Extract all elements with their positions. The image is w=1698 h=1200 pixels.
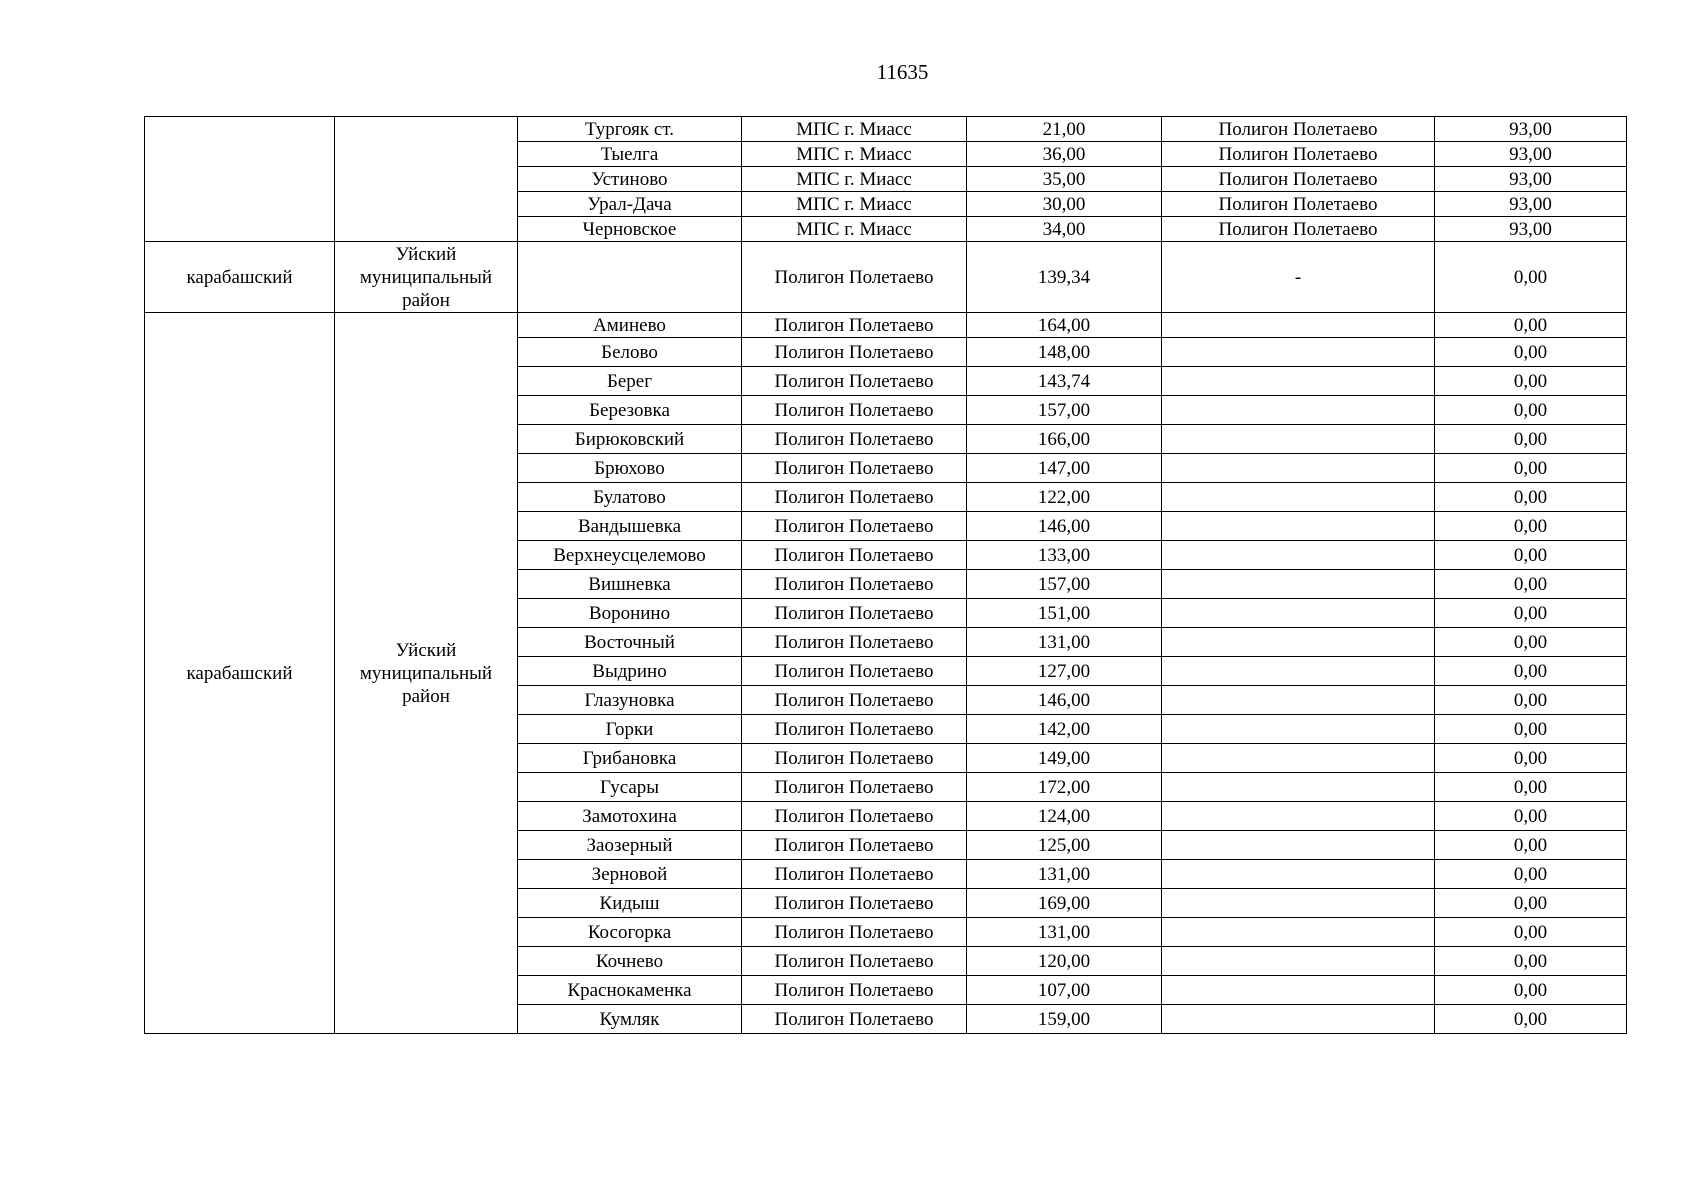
source-cell: Полигон Полетаево	[742, 657, 967, 686]
source-cell: МПС г. Миасс	[742, 142, 967, 167]
distance-cell: 35,00	[967, 167, 1162, 192]
table-body	[145, 117, 1627, 1034]
destination-cell	[1162, 686, 1435, 715]
settlement-cell: Урал-Дача	[518, 192, 742, 217]
tariff-cell: 0,00	[1435, 367, 1627, 396]
tariff-cell: 0,00	[1435, 802, 1627, 831]
destination-cell	[1162, 367, 1435, 396]
destination-cell	[1162, 599, 1435, 628]
zone-cell: карабашский	[145, 313, 335, 1034]
settlement-cell: Выдрино	[518, 657, 742, 686]
settlement-cell: Верхнеусцелемово	[518, 541, 742, 570]
tariff-cell: 0,00	[1435, 860, 1627, 889]
settlement-cell: Зерновой	[518, 860, 742, 889]
destination-cell	[1162, 657, 1435, 686]
tariff-cell: 0,00	[1435, 686, 1627, 715]
source-cell: Полигон Полетаево	[742, 715, 967, 744]
tariff-cell: 0,00	[1435, 628, 1627, 657]
tariff-cell: 0,00	[1435, 425, 1627, 454]
settlement-cell: Березовка	[518, 396, 742, 425]
settlement-cell: Кидыш	[518, 889, 742, 918]
source-cell: Полигон Полетаево	[742, 918, 967, 947]
destination-cell	[1162, 570, 1435, 599]
source-cell: Полигон Полетаево	[742, 483, 967, 512]
destination-cell: Полигон Полетаево	[1162, 167, 1435, 192]
settlement-cell: Косогорка	[518, 918, 742, 947]
source-cell: Полигон Полетаево	[742, 570, 967, 599]
distance-cell: 21,00	[967, 117, 1162, 142]
tariff-cell: 0,00	[1435, 657, 1627, 686]
source-cell: Полигон Полетаево	[742, 628, 967, 657]
source-cell: Полигон Полетаево	[742, 889, 967, 918]
tariff-cell: 93,00	[1435, 117, 1627, 142]
distance-cell: 127,00	[967, 657, 1162, 686]
tariff-cell: 0,00	[1435, 570, 1627, 599]
settlement-cell	[518, 242, 742, 313]
tariff-cell: 0,00	[1435, 1005, 1627, 1034]
source-cell: Полигон Полетаево	[742, 686, 967, 715]
source-cell: Полигон Полетаево	[742, 425, 967, 454]
distance-cell: 122,00	[967, 483, 1162, 512]
source-cell: Полигон Полетаево	[742, 454, 967, 483]
destination-cell: Полигон Полетаево	[1162, 217, 1435, 242]
settlement-cell: Гусары	[518, 773, 742, 802]
source-cell: Полигон Полетаево	[742, 338, 967, 367]
destination-cell: Полигон Полетаево	[1162, 192, 1435, 217]
district-cell-empty	[335, 117, 518, 242]
source-cell: Полигон Полетаево	[742, 367, 967, 396]
source-cell: Полигон Полетаево	[742, 773, 967, 802]
tariff-cell: 0,00	[1435, 918, 1627, 947]
tariff-cell: 0,00	[1435, 541, 1627, 570]
distance-cell: 148,00	[967, 338, 1162, 367]
settlement-cell: Заозерный	[518, 831, 742, 860]
tariff-cell: 0,00	[1435, 454, 1627, 483]
destination-cell	[1162, 715, 1435, 744]
tariff-cell: 0,00	[1435, 831, 1627, 860]
district-cell: Уйский муниципальный район	[335, 242, 518, 313]
tariff-table	[144, 116, 1627, 1034]
tariff-cell: 0,00	[1435, 744, 1627, 773]
zone-cell-empty	[145, 117, 335, 242]
distance-cell: 133,00	[967, 541, 1162, 570]
source-cell: МПС г. Миасс	[742, 217, 967, 242]
tariff-cell: 93,00	[1435, 192, 1627, 217]
tariff-cell: 0,00	[1435, 313, 1627, 338]
settlement-cell: Черновское	[518, 217, 742, 242]
destination-cell	[1162, 889, 1435, 918]
settlement-cell: Восточный	[518, 628, 742, 657]
destination-cell	[1162, 976, 1435, 1005]
source-cell: Полигон Полетаево	[742, 1005, 967, 1034]
destination-cell	[1162, 313, 1435, 338]
destination-cell	[1162, 396, 1435, 425]
settlement-cell: Глазуновка	[518, 686, 742, 715]
distance-cell: 36,00	[967, 142, 1162, 167]
distance-cell: 159,00	[967, 1005, 1162, 1034]
settlement-cell: Кочнево	[518, 947, 742, 976]
tariff-cell: 0,00	[1435, 715, 1627, 744]
distance-cell: 166,00	[967, 425, 1162, 454]
destination-cell	[1162, 773, 1435, 802]
tariff-cell: 93,00	[1435, 217, 1627, 242]
source-cell: Полигон Полетаево	[742, 242, 967, 313]
source-cell: Полигон Полетаево	[742, 599, 967, 628]
tariff-cell: 93,00	[1435, 167, 1627, 192]
destination-cell	[1162, 454, 1435, 483]
distance-cell: 146,00	[967, 686, 1162, 715]
tariff-cell: 0,00	[1435, 338, 1627, 367]
distance-cell: 169,00	[967, 889, 1162, 918]
distance-cell: 125,00	[967, 831, 1162, 860]
source-cell: МПС г. Миасс	[742, 167, 967, 192]
destination-cell	[1162, 947, 1435, 976]
distance-cell: 146,00	[967, 512, 1162, 541]
settlement-cell: Краснокаменка	[518, 976, 742, 1005]
source-cell: Полигон Полетаево	[742, 396, 967, 425]
settlement-cell: Белово	[518, 338, 742, 367]
distance-cell: 157,00	[967, 570, 1162, 599]
destination-cell	[1162, 802, 1435, 831]
settlement-cell: Грибановка	[518, 744, 742, 773]
destination-cell	[1162, 744, 1435, 773]
distance-cell: 164,00	[967, 313, 1162, 338]
distance-cell: 30,00	[967, 192, 1162, 217]
settlement-cell: Вандышевка	[518, 512, 742, 541]
distance-cell: 139,34	[967, 242, 1162, 313]
table-row-summary	[145, 242, 1627, 313]
distance-cell: 147,00	[967, 454, 1162, 483]
source-cell: МПС г. Миасс	[742, 192, 967, 217]
source-cell: Полигон Полетаево	[742, 541, 967, 570]
source-cell: Полигон Полетаево	[742, 512, 967, 541]
source-cell: Полигон Полетаево	[742, 313, 967, 338]
source-cell: Полигон Полетаево	[742, 860, 967, 889]
destination-cell	[1162, 1005, 1435, 1034]
distance-cell: 120,00	[967, 947, 1162, 976]
settlement-cell: Кумляк	[518, 1005, 742, 1034]
settlement-cell: Замотохина	[518, 802, 742, 831]
destination-cell	[1162, 512, 1435, 541]
tariff-cell: 0,00	[1435, 242, 1627, 313]
distance-cell: 107,00	[967, 976, 1162, 1005]
destination-cell	[1162, 860, 1435, 889]
source-cell: Полигон Полетаево	[742, 802, 967, 831]
distance-cell: 131,00	[967, 628, 1162, 657]
tariff-cell: 0,00	[1435, 512, 1627, 541]
distance-cell: 143,74	[967, 367, 1162, 396]
tariff-cell: 0,00	[1435, 773, 1627, 802]
source-cell: Полигон Полетаево	[742, 976, 967, 1005]
settlement-cell: Вишневка	[518, 570, 742, 599]
settlement-cell: Тургояк ст.	[518, 117, 742, 142]
distance-cell: 149,00	[967, 744, 1162, 773]
source-cell: Полигон Полетаево	[742, 947, 967, 976]
table-row	[145, 313, 1627, 338]
settlement-cell: Тыелга	[518, 142, 742, 167]
distance-cell: 157,00	[967, 396, 1162, 425]
distance-cell: 172,00	[967, 773, 1162, 802]
tariff-cell: 0,00	[1435, 889, 1627, 918]
page-number: 11635	[876, 60, 929, 84]
source-cell: Полигон Полетаево	[742, 744, 967, 773]
zone-cell: карабашский	[145, 242, 335, 313]
settlement-cell: Булатово	[518, 483, 742, 512]
source-cell: МПС г. Миасс	[742, 117, 967, 142]
distance-cell: 151,00	[967, 599, 1162, 628]
distance-cell: 131,00	[967, 860, 1162, 889]
destination-cell: -	[1162, 242, 1435, 313]
tariff-cell: 0,00	[1435, 599, 1627, 628]
settlement-cell: Берег	[518, 367, 742, 396]
destination-cell	[1162, 338, 1435, 367]
destination-cell: Полигон Полетаево	[1162, 117, 1435, 142]
tariff-cell: 0,00	[1435, 947, 1627, 976]
tariff-cell: 93,00	[1435, 142, 1627, 167]
settlement-cell: Воронино	[518, 599, 742, 628]
destination-cell	[1162, 831, 1435, 860]
destination-cell	[1162, 483, 1435, 512]
district-cell: Уйский муниципальный район	[335, 313, 518, 1034]
settlement-cell: Устиново	[518, 167, 742, 192]
settlement-cell: Горки	[518, 715, 742, 744]
destination-cell	[1162, 541, 1435, 570]
source-cell: Полигон Полетаево	[742, 831, 967, 860]
distance-cell: 124,00	[967, 802, 1162, 831]
destination-cell	[1162, 425, 1435, 454]
destination-cell	[1162, 918, 1435, 947]
settlement-cell: Брюхово	[518, 454, 742, 483]
tariff-cell: 0,00	[1435, 483, 1627, 512]
distance-cell: 142,00	[967, 715, 1162, 744]
settlement-cell: Аминево	[518, 313, 742, 338]
distance-cell: 34,00	[967, 217, 1162, 242]
tariff-cell: 0,00	[1435, 976, 1627, 1005]
distance-cell: 131,00	[967, 918, 1162, 947]
tariff-cell: 0,00	[1435, 396, 1627, 425]
destination-cell: Полигон Полетаево	[1162, 142, 1435, 167]
settlement-cell: Бирюковский	[518, 425, 742, 454]
destination-cell	[1162, 628, 1435, 657]
table-row	[145, 117, 1627, 142]
